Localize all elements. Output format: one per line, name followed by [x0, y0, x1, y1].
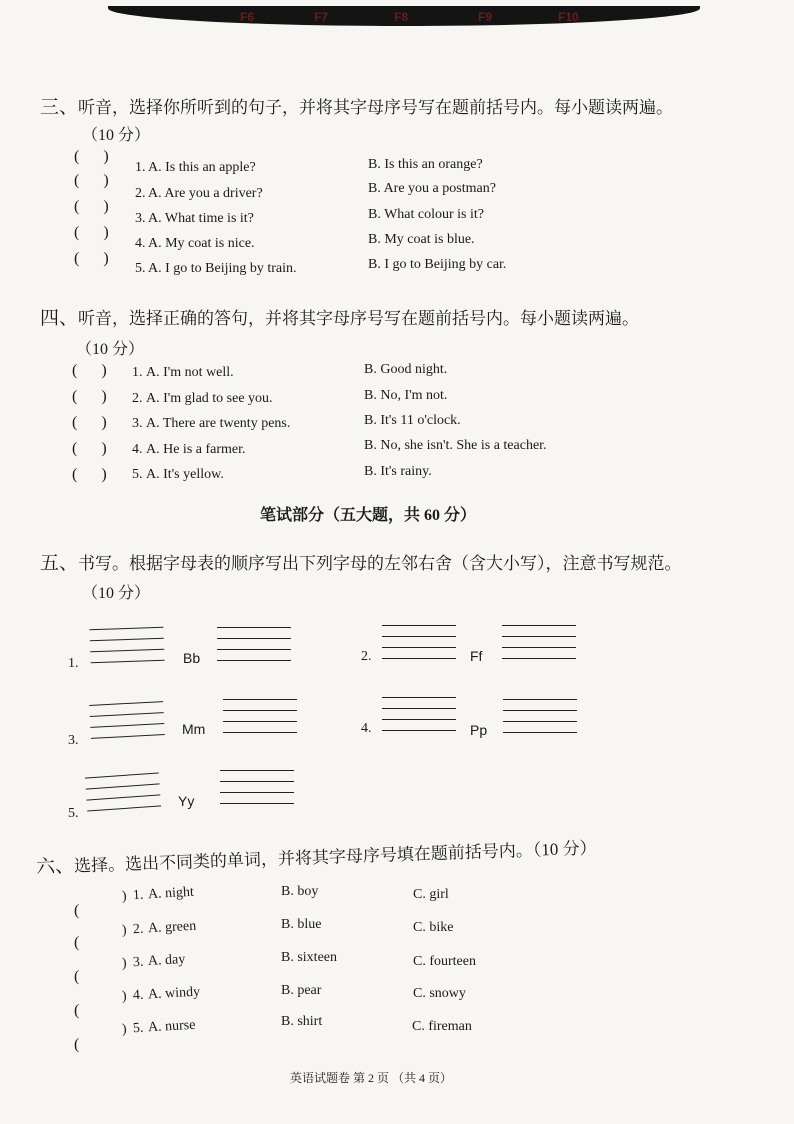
answer-bracket-close: ) — [121, 988, 128, 1005]
option-b: B. Is this an orange? — [368, 157, 483, 172]
question-number: 1. — [132, 887, 144, 904]
option-b: B. My coat is blue. — [368, 232, 475, 247]
option-a: A. Are you a driver? — [148, 186, 263, 201]
option-b: B. blue — [281, 917, 322, 932]
option-b: B. Good night. — [364, 362, 448, 377]
option-b: B. pear — [281, 983, 322, 998]
page-footer: 英语试题卷 第 2 页 （共 4 页） — [290, 1071, 453, 1085]
writing-lines-right[interactable] — [220, 770, 294, 804]
option-b: B. Are you a postman? — [368, 181, 496, 196]
writing-lines-left[interactable] — [85, 772, 161, 811]
answer-bracket[interactable]: ( ) — [74, 148, 109, 165]
option-b: B. shirt — [281, 1014, 323, 1029]
answer-bracket-close: ) — [121, 1021, 128, 1038]
question-number: 4. — [361, 721, 372, 736]
section-5-points: （10 分） — [82, 585, 151, 602]
option-a: A. He is a farmer. — [146, 442, 246, 457]
answer-bracket[interactable]: ( ) — [74, 198, 109, 215]
question-number: 3. — [135, 211, 146, 226]
writing-lines-left[interactable] — [89, 627, 164, 664]
answer-bracket[interactable]: ( — [74, 1036, 80, 1053]
question-number: 3. — [68, 733, 79, 748]
given-letter: Bb — [183, 650, 201, 666]
option-a: A. night — [147, 884, 195, 903]
option-a: A. windy — [147, 984, 201, 1003]
answer-bracket[interactable]: ( — [74, 968, 80, 985]
answer-bracket[interactable]: ( ) — [72, 440, 107, 457]
option-a: A. green — [147, 918, 197, 937]
header-tab: F10 — [558, 10, 579, 24]
question-number: 4. — [135, 236, 146, 251]
question-number: 3. — [132, 954, 144, 971]
section-5-title: 五、书写。根据字母表的顺序写出下列字母的左邻右舍（含大小写），注意书写规范。 — [40, 553, 682, 574]
given-letter: Pp — [470, 722, 488, 738]
option-a: A. Is this an apple? — [148, 160, 256, 175]
option-a: A. It's yellow. — [146, 467, 224, 482]
option-b: B. What colour is it? — [368, 207, 484, 222]
answer-bracket-close: ) — [121, 922, 128, 939]
answer-bracket[interactable]: ( — [74, 902, 80, 919]
question-number: 2. — [132, 921, 144, 938]
header-tab: F9 — [478, 10, 493, 24]
section-4-title: 四、听音，选择正确的答句，并将其字母序号写在题前括号内。每小题读两遍。 — [40, 308, 640, 329]
option-c: C. fireman — [412, 1019, 472, 1034]
writing-lines-right[interactable] — [223, 699, 297, 733]
given-letter: Yy — [178, 793, 195, 809]
given-letter: Ff — [470, 648, 483, 664]
option-b: B. sixteen — [281, 950, 337, 965]
question-number: 2. — [135, 186, 146, 201]
question-number: 5. — [132, 467, 143, 482]
answer-bracket[interactable]: ( — [74, 934, 80, 951]
option-b: B. No, she isn't. She is a teacher. — [364, 438, 547, 453]
header-tab: F6 — [240, 10, 255, 24]
question-number: 5. — [68, 806, 79, 821]
question-number: 3. — [132, 416, 143, 431]
question-number: 2. — [132, 391, 143, 406]
writing-lines-left[interactable] — [382, 697, 456, 731]
answer-bracket[interactable]: ( ) — [72, 414, 107, 431]
option-c: C. fourteen — [413, 954, 476, 969]
section-3-title: 三、听音，选择你所听到的句子，并将其字母序号写在题前括号内。每小题读两遍。 — [40, 97, 674, 118]
option-a: A. nurse — [147, 1017, 196, 1036]
option-a: A. I'm not well. — [146, 365, 234, 380]
option-a: A. I go to Beijing by train. — [148, 261, 297, 276]
option-b: B. It's rainy. — [364, 464, 432, 479]
question-number: 2. — [361, 649, 372, 664]
option-a: A. There are twenty pens. — [146, 416, 291, 431]
option-b: B. No, I'm not. — [364, 388, 448, 403]
section-3-points: （10 分） — [82, 127, 151, 144]
option-a: A. What time is it? — [148, 211, 254, 226]
given-letter: Mm — [182, 721, 206, 737]
section-6-title: 六、选择。选出不同类的单词，并将其字母序号填在题前括号内。（10 分） — [35, 838, 597, 878]
answer-bracket[interactable]: ( ) — [72, 388, 107, 405]
answer-bracket[interactable]: ( ) — [74, 224, 109, 241]
question-number: 5. — [132, 1020, 144, 1037]
option-c: C. snowy — [413, 986, 466, 1001]
question-number: 4. — [132, 987, 144, 1004]
page-top-dark-band — [108, 6, 700, 26]
answer-bracket[interactable]: ( ) — [72, 466, 107, 483]
writing-lines-right[interactable] — [502, 625, 576, 659]
option-a: A. I'm glad to see you. — [146, 391, 273, 406]
option-b: B. boy — [281, 884, 319, 899]
option-c: C. girl — [413, 887, 449, 902]
answer-bracket[interactable]: ( ) — [74, 172, 109, 189]
question-number: 1. — [135, 160, 146, 175]
section-4-points: （10 分） — [76, 341, 145, 358]
answer-bracket[interactable]: ( — [74, 1002, 80, 1019]
writing-lines-right[interactable] — [217, 627, 291, 661]
option-a: A. My coat is nice. — [148, 236, 255, 251]
answer-bracket[interactable]: ( ) — [74, 250, 109, 267]
option-a: A. day — [147, 952, 186, 969]
question-number: 1. — [68, 656, 79, 671]
header-tab: F8 — [394, 10, 409, 24]
question-number: 4. — [132, 442, 143, 457]
answer-bracket-close: ) — [121, 955, 128, 972]
writing-lines-left[interactable] — [89, 701, 165, 739]
writing-lines-right[interactable] — [503, 699, 577, 733]
option-b: B. I go to Beijing by car. — [368, 257, 507, 272]
answer-bracket[interactable]: ( ) — [72, 362, 107, 379]
option-b: B. It's 11 o'clock. — [364, 413, 461, 428]
question-number: 5. — [135, 261, 146, 276]
written-part-heading: 笔试部分（五大题，共 60 分） — [260, 507, 477, 524]
question-number: 1. — [132, 365, 143, 380]
writing-lines-left[interactable] — [382, 625, 456, 659]
option-c: C. bike — [413, 920, 454, 935]
answer-bracket-close: ) — [121, 888, 128, 905]
header-tab: F7 — [314, 10, 329, 24]
